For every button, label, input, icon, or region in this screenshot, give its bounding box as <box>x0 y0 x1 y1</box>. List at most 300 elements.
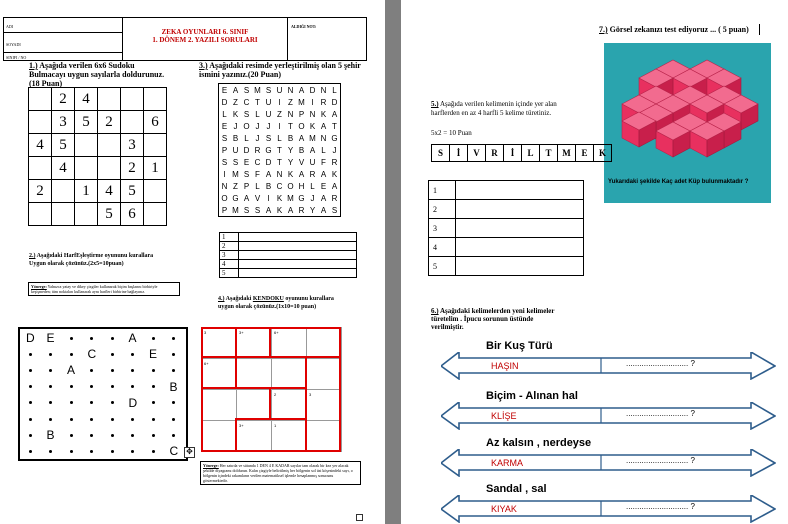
grid-letter: D <box>26 331 35 345</box>
kendoku-cell[interactable] <box>306 358 342 390</box>
grid-dot[interactable] <box>172 369 175 372</box>
answer-number: 1 <box>429 181 456 200</box>
word-search-letter[interactable]: A <box>320 169 327 179</box>
word-search-letter[interactable]: A <box>243 193 250 203</box>
word-search-letter[interactable]: L <box>255 109 260 119</box>
word-search-letter[interactable]: S <box>243 85 250 95</box>
word-search-letter[interactable]: L <box>321 145 326 155</box>
sudoku-cell[interactable]: 1 <box>75 180 98 203</box>
grid-dot[interactable] <box>172 418 175 421</box>
word-search-letter[interactable]: S <box>254 205 261 215</box>
sudoku-cell[interactable]: 5 <box>98 203 121 226</box>
word-search-letter[interactable]: H <box>298 181 305 191</box>
sudoku-cell[interactable]: 5 <box>121 180 144 203</box>
word-search-row <box>219 192 341 204</box>
letter-cell: S <box>432 145 450 162</box>
word-search-row <box>219 120 341 132</box>
grid-dot[interactable] <box>111 401 114 404</box>
word-search-letter[interactable]: U <box>309 157 316 167</box>
sudoku-cell[interactable]: 4 <box>29 134 52 157</box>
word-search-letter[interactable]: R <box>309 169 316 179</box>
question-5-line1: Aşağıda verilen kelimenin içinde yer alan <box>439 100 557 108</box>
sudoku-cell[interactable] <box>52 203 75 226</box>
word-search-letter[interactable]: R <box>320 97 327 107</box>
kendoku-cage-border <box>269 327 271 358</box>
word-search-letter[interactable]: C <box>276 181 283 191</box>
word-search-letter[interactable]: M <box>254 85 261 95</box>
answer-field[interactable] <box>239 233 357 242</box>
sudoku-cell[interactable] <box>98 88 121 111</box>
word-search-letter[interactable]: Z <box>277 109 282 119</box>
grid-dot[interactable] <box>111 434 114 437</box>
question-2-instructions <box>28 282 180 296</box>
grid-dot[interactable] <box>49 418 52 421</box>
word-search-letter[interactable]: A <box>298 85 305 95</box>
word-search-row <box>219 180 341 192</box>
answer-field[interactable] <box>456 219 584 238</box>
grid-dot[interactable] <box>49 385 52 388</box>
word-search-letter[interactable]: K <box>232 109 239 119</box>
word-search-letter[interactable]: A <box>298 169 305 179</box>
grid-dot[interactable] <box>152 434 155 437</box>
word-search-letter[interactable]: L <box>277 133 282 143</box>
word-search-letter[interactable]: Y <box>287 145 294 155</box>
word-search-letter[interactable]: N <box>287 85 294 95</box>
grid-dot[interactable] <box>111 418 114 421</box>
word-search-letter[interactable]: D <box>331 97 338 107</box>
name-label: ADI <box>6 24 14 29</box>
sudoku-cell[interactable] <box>29 203 52 226</box>
word-search-letter[interactable]: G <box>331 133 338 143</box>
word-search-letter[interactable]: C <box>254 157 261 167</box>
grid-dot[interactable] <box>29 434 32 437</box>
question-3-line1: Aşağıdaki resimde yerleştirilmiş olan 5 şehir <box>209 61 361 70</box>
word-search-letter[interactable]: E <box>221 85 228 95</box>
word-search-letter[interactable]: A <box>287 205 294 215</box>
kendoku-cell[interactable] <box>271 389 307 421</box>
grid-dot[interactable] <box>111 369 114 372</box>
word-search-letter[interactable]: V <box>254 193 261 203</box>
sudoku-row <box>29 88 167 111</box>
word-search-letter[interactable]: M <box>309 133 316 143</box>
word-search-letter[interactable]: N <box>320 85 327 95</box>
word-search-letter[interactable]: A <box>331 181 338 191</box>
word-search-letter[interactable]: E <box>243 157 250 167</box>
word-search-letter[interactable]: O <box>243 121 250 131</box>
answer-blank[interactable]: ............................ ? <box>626 359 695 368</box>
kendoku-cage-border <box>235 387 307 389</box>
word-search-letter[interactable]: A <box>320 121 327 131</box>
answer-field[interactable] <box>239 260 357 269</box>
sudoku-cell[interactable]: 2 <box>52 88 75 111</box>
answer-number: 2 <box>220 242 239 251</box>
sudoku-cell[interactable] <box>75 203 98 226</box>
word-search-letter[interactable]: T <box>255 97 260 107</box>
word-search-letter[interactable]: J <box>233 121 238 131</box>
grid-dot[interactable] <box>152 450 155 453</box>
answer-row <box>220 251 357 260</box>
answer-blank[interactable]: ............................ ? <box>626 502 695 511</box>
word-search-letter[interactable]: Z <box>288 97 293 107</box>
grid-dot[interactable] <box>152 401 155 404</box>
word-search-letter[interactable]: K <box>276 205 283 215</box>
grid-dot[interactable] <box>90 385 93 388</box>
grid-dot[interactable] <box>29 369 32 372</box>
word-search-letter[interactable]: D <box>265 157 272 167</box>
question-6-text <box>431 307 601 331</box>
answer-field[interactable] <box>239 269 357 278</box>
instructions-title: Yönerge: <box>31 284 47 289</box>
grid-dot[interactable] <box>90 434 93 437</box>
kendoku-cage-border <box>201 450 341 452</box>
question-6-line3: verilmiştir. <box>431 323 464 331</box>
row-divider <box>4 32 122 33</box>
grid-dot[interactable] <box>29 353 32 356</box>
grid-dot[interactable] <box>131 450 134 453</box>
kendoku-cage-border <box>235 327 237 389</box>
word-search-letter[interactable]: P <box>298 109 305 119</box>
word-search-letter[interactable]: S <box>243 109 250 119</box>
word-search-letter[interactable]: R <box>331 193 338 203</box>
exam-title <box>123 28 287 44</box>
sudoku-cell[interactable]: 4 <box>75 88 98 111</box>
sudoku-cell[interactable]: 2 <box>98 111 121 134</box>
question-6-line1: Aşağıdaki kelimelerden yeni kelimeler <box>439 307 555 315</box>
question-3-line2: ismini yazınız.(20 Puan) <box>199 70 282 79</box>
word-search-letter[interactable]: T <box>332 121 337 131</box>
word-search-letter[interactable]: B <box>298 145 305 155</box>
grid-dot[interactable] <box>172 353 175 356</box>
word-search-letter[interactable]: S <box>221 133 228 143</box>
move-handle-icon[interactable]: ✥ <box>184 447 195 458</box>
grid-dot[interactable] <box>90 450 93 453</box>
resize-handle-icon[interactable] <box>356 514 363 521</box>
word-search-letter[interactable]: T <box>288 121 293 131</box>
word-search-letter[interactable]: U <box>276 85 283 95</box>
sudoku-cell[interactable]: 2 <box>29 180 52 203</box>
grid-dot[interactable] <box>131 369 134 372</box>
word-search-letter[interactable]: J <box>332 145 337 155</box>
kendoku-cell[interactable] <box>306 327 342 359</box>
word-search-letter[interactable]: E <box>221 121 228 131</box>
word-search-letter[interactable]: G <box>265 145 272 155</box>
word-search-letter[interactable]: J <box>255 121 260 131</box>
word-search-letter[interactable]: M <box>287 193 294 203</box>
word-search-letter[interactable]: R <box>298 205 305 215</box>
sudoku-cell[interactable] <box>52 180 75 203</box>
question-1-line2: Bulmacayı uygun sayılarla doldurunuz. <box>29 70 165 79</box>
word-search-letter[interactable]: I <box>311 97 314 107</box>
answer-number: 4 <box>220 260 239 269</box>
kendoku-clue: 3+ <box>239 330 244 335</box>
grid-dot[interactable] <box>49 450 52 453</box>
grid-dot[interactable] <box>29 401 32 404</box>
grid-dot[interactable] <box>49 353 52 356</box>
word-search-letter[interactable]: A <box>331 109 338 119</box>
word-search-letter[interactable]: G <box>298 193 305 203</box>
word-search-letter[interactable]: R <box>331 157 338 167</box>
word-search-letter[interactable]: P <box>243 181 250 191</box>
sudoku-cell[interactable] <box>29 88 52 111</box>
grid-dot[interactable] <box>111 337 114 340</box>
word-derivation-item <box>441 388 788 420</box>
grid-letter: A <box>128 331 137 345</box>
word-search-letter[interactable]: A <box>232 85 239 95</box>
word-search-letter[interactable]: A <box>265 169 272 179</box>
word-search-letter[interactable]: C <box>243 97 250 107</box>
grid-dot[interactable] <box>152 385 155 388</box>
word-search-letter[interactable]: I <box>278 97 281 107</box>
answer-field[interactable] <box>239 242 357 251</box>
word-search-letter[interactable]: V <box>298 157 305 167</box>
grid-dot[interactable] <box>111 385 114 388</box>
kendoku-cage-border <box>201 356 271 358</box>
sudoku-cell[interactable] <box>75 134 98 157</box>
grid-dot[interactable] <box>29 418 32 421</box>
exam-title-line1: ZEKA OYUNLARI 6. SINIF <box>161 28 249 36</box>
word-search-letter[interactable]: A <box>265 205 272 215</box>
answer-field[interactable] <box>456 257 584 276</box>
word-search-letter[interactable]: M <box>298 97 305 107</box>
word-search-letter[interactable]: D <box>309 85 316 95</box>
grid-dot[interactable] <box>152 418 155 421</box>
word-search-letter[interactable]: L <box>332 85 337 95</box>
grid-dot[interactable] <box>111 450 114 453</box>
grid-dot[interactable] <box>172 401 175 404</box>
question-1-number: 1.) <box>29 61 38 70</box>
exam-page-left <box>0 0 385 524</box>
sudoku-cell[interactable]: 6 <box>121 203 144 226</box>
sudoku-cell[interactable] <box>29 111 52 134</box>
kendoku-cell[interactable] <box>306 389 342 421</box>
word-search-letter[interactable]: A <box>298 133 305 143</box>
letter-dot-grid[interactable] <box>18 327 188 461</box>
question-5-line2: harflerden en az 4 harfli 5 kelime türetiniz. <box>431 109 552 117</box>
answer-field[interactable] <box>456 238 584 257</box>
word-search-letter[interactable]: J <box>310 193 315 203</box>
letter-cell: T <box>540 145 558 162</box>
grid-dot[interactable] <box>152 369 155 372</box>
grid-dot[interactable] <box>131 434 134 437</box>
grid-dot[interactable] <box>90 337 93 340</box>
word-search-letter[interactable]: I <box>267 193 270 203</box>
word-search-letter[interactable]: O <box>287 181 294 191</box>
letter-cell: M <box>558 145 576 162</box>
grid-dot[interactable] <box>131 385 134 388</box>
grid-dot[interactable] <box>90 369 93 372</box>
sudoku-cell[interactable]: 4 <box>52 157 75 180</box>
grid-dot[interactable] <box>70 353 73 356</box>
word-search-letter[interactable]: O <box>221 193 228 203</box>
word-search-letter[interactable]: A <box>309 145 316 155</box>
word-search-letter[interactable]: A <box>320 193 327 203</box>
word-search-letter[interactable]: S <box>243 205 250 215</box>
answer-blank[interactable]: ............................ ? <box>626 456 695 465</box>
kendoku-cell[interactable] <box>236 358 272 390</box>
word-search-letter[interactable]: P <box>221 145 228 155</box>
grid-letter: B <box>169 379 178 394</box>
grid-dot[interactable] <box>70 418 73 421</box>
sudoku-cell[interactable] <box>75 157 98 180</box>
answer-blank[interactable]: ............................ ? <box>626 409 695 418</box>
kendoku-cell[interactable] <box>306 420 342 452</box>
word-search-letter[interactable]: J <box>266 121 271 131</box>
word-search-letter[interactable]: S <box>243 169 250 179</box>
word-search-letter[interactable]: N <box>309 109 316 119</box>
sudoku-cell[interactable]: 5 <box>75 111 98 134</box>
kendoku-cell[interactable] <box>271 420 307 452</box>
grid-dot[interactable] <box>49 369 52 372</box>
cube-question-caption: Yukarıdaki şekilde Kaç adet Küp bulunmaktadır ? <box>608 179 749 185</box>
grid-dot[interactable] <box>90 418 93 421</box>
word-search-row <box>219 168 341 180</box>
word-search-letter[interactable]: I <box>223 169 226 179</box>
instructions-title: Yönerge: <box>203 463 219 468</box>
sudoku-cell[interactable] <box>144 180 167 203</box>
word-search-letter[interactable]: U <box>232 145 239 155</box>
kendoku-clue: 3+ <box>239 423 244 428</box>
grid-dot[interactable] <box>70 385 73 388</box>
word-search-letter[interactable]: Z <box>233 97 238 107</box>
word-search-letter[interactable]: D <box>243 145 250 155</box>
grid-dot[interactable] <box>49 401 52 404</box>
word-search-letter[interactable]: N <box>276 169 283 179</box>
grid-dot[interactable] <box>29 385 32 388</box>
sudoku-cell[interactable]: 6 <box>144 111 167 134</box>
word-search-letter[interactable]: B <box>232 133 239 143</box>
grid-dot[interactable] <box>131 418 134 421</box>
grid-dot[interactable] <box>172 434 175 437</box>
sudoku-cell[interactable]: 3 <box>52 111 75 134</box>
grid-dot[interactable] <box>172 337 175 340</box>
kendoku-cage-border <box>235 418 237 452</box>
kendoku-grid[interactable] <box>201 327 341 452</box>
word-search-letter[interactable]: T <box>277 145 282 155</box>
grid-dot[interactable] <box>70 434 73 437</box>
word-search-letter[interactable]: M <box>232 205 239 215</box>
answer-number: 3 <box>429 219 456 238</box>
word-search-letter[interactable]: U <box>265 109 272 119</box>
word-search-letter[interactable]: S <box>331 205 338 215</box>
word-derivation-item <box>441 338 788 370</box>
word-search-letter[interactable]: K <box>276 193 283 203</box>
word-search-letter[interactable]: F <box>255 169 260 179</box>
sudoku-cell[interactable]: 3 <box>121 134 144 157</box>
question-3-number: 3.) <box>199 61 208 70</box>
word-search-letter[interactable]: T <box>277 157 282 167</box>
word-search-letter[interactable]: E <box>320 181 327 191</box>
sudoku-cell[interactable] <box>121 88 144 111</box>
kendoku-cell[interactable] <box>201 420 237 452</box>
sudoku-cell[interactable] <box>144 88 167 111</box>
word-search-letter[interactable]: U <box>265 97 272 107</box>
word-derivation-item <box>441 481 788 513</box>
word-search-letter[interactable]: I <box>278 121 281 131</box>
sudoku-cell[interactable] <box>144 203 167 226</box>
word-search-letter[interactable]: L <box>222 109 227 119</box>
kendoku-cell[interactable] <box>236 389 272 421</box>
word-search-letter[interactable]: M <box>232 169 239 179</box>
sudoku-cell[interactable]: 4 <box>98 180 121 203</box>
grid-dot[interactable] <box>90 401 93 404</box>
answer-field[interactable] <box>239 251 357 260</box>
word-search-letter[interactable]: S <box>265 133 272 143</box>
word-search-letter[interactable]: O <box>298 121 305 131</box>
sudoku-cell[interactable] <box>98 157 121 180</box>
word-search-letter[interactable]: D <box>221 97 228 107</box>
word-search-letter[interactable]: S <box>221 157 228 167</box>
letter-cell: K <box>594 145 612 162</box>
word-search-letter[interactable]: Z <box>233 181 238 191</box>
word-search-letter[interactable]: L <box>310 181 315 191</box>
word-search-letter[interactable]: K <box>309 121 316 131</box>
sudoku-cell[interactable]: 2 <box>121 157 144 180</box>
question-6-number: 6.) <box>431 307 439 315</box>
word-search-letter[interactable]: Y <box>287 157 294 167</box>
sudoku-cell[interactable] <box>98 134 121 157</box>
word-search-letter[interactable]: N <box>287 109 294 119</box>
word-search-letter[interactable]: J <box>255 133 260 143</box>
grid-dot[interactable] <box>152 337 155 340</box>
grid-dot[interactable] <box>70 337 73 340</box>
kendoku-cell[interactable] <box>201 389 237 421</box>
sudoku-cell[interactable] <box>121 111 144 134</box>
kendoku-cell[interactable] <box>271 358 307 390</box>
word-search-letter[interactable]: K <box>331 169 338 179</box>
grid-dot[interactable] <box>29 450 32 453</box>
word-search-letter[interactable]: S <box>232 157 239 167</box>
word-search-letter[interactable]: N <box>320 133 327 143</box>
word-search-letter[interactable]: G <box>232 193 239 203</box>
grid-dot[interactable] <box>111 353 114 356</box>
answer-field[interactable] <box>456 200 584 219</box>
word-search-letter[interactable]: P <box>221 205 228 215</box>
grid-dot[interactable] <box>70 401 73 404</box>
student-info-cells <box>4 18 123 60</box>
kendoku-cell[interactable] <box>201 327 237 359</box>
word-search-letter[interactable]: S <box>265 85 272 95</box>
letter-cell: E <box>576 145 594 162</box>
word-search-letter[interactable]: Y <box>309 205 316 215</box>
word-search-letter[interactable]: F <box>321 157 326 167</box>
question-4-text <box>218 295 384 311</box>
word-search-row <box>219 156 341 168</box>
word-search-row <box>219 96 341 108</box>
word-search-letter[interactable]: K <box>320 109 327 119</box>
kendoku-cage-border <box>235 418 307 420</box>
word-search-letter[interactable]: N <box>221 181 228 191</box>
grid-dot[interactable] <box>131 353 134 356</box>
word-search-letter[interactable]: B <box>265 181 272 191</box>
word-search-letter[interactable]: K <box>287 169 294 179</box>
word-search-letter[interactable]: L <box>244 133 249 143</box>
grid-dot[interactable] <box>70 450 73 453</box>
sudoku-cell[interactable] <box>144 134 167 157</box>
sudoku-row <box>29 157 167 180</box>
answer-field[interactable] <box>456 181 584 200</box>
word-search-letter[interactable]: B <box>287 133 294 143</box>
question-4-line2: uygun olarak çözünüz.(1x10=10 puan) <box>218 304 317 310</box>
word-search-letter[interactable]: L <box>255 181 260 191</box>
question-2-line2: Uygun olarak çözünüz.(2x5=10puan) <box>29 261 124 267</box>
word-search-letter[interactable]: A <box>320 205 327 215</box>
word-search-letter[interactable]: R <box>254 145 261 155</box>
kendoku-clue: 6+ <box>274 330 279 335</box>
sudoku-cell[interactable] <box>29 157 52 180</box>
sudoku-cell[interactable]: 1 <box>144 157 167 180</box>
question-7-number: 7.) <box>599 25 608 34</box>
sudoku-cell[interactable]: 5 <box>52 134 75 157</box>
